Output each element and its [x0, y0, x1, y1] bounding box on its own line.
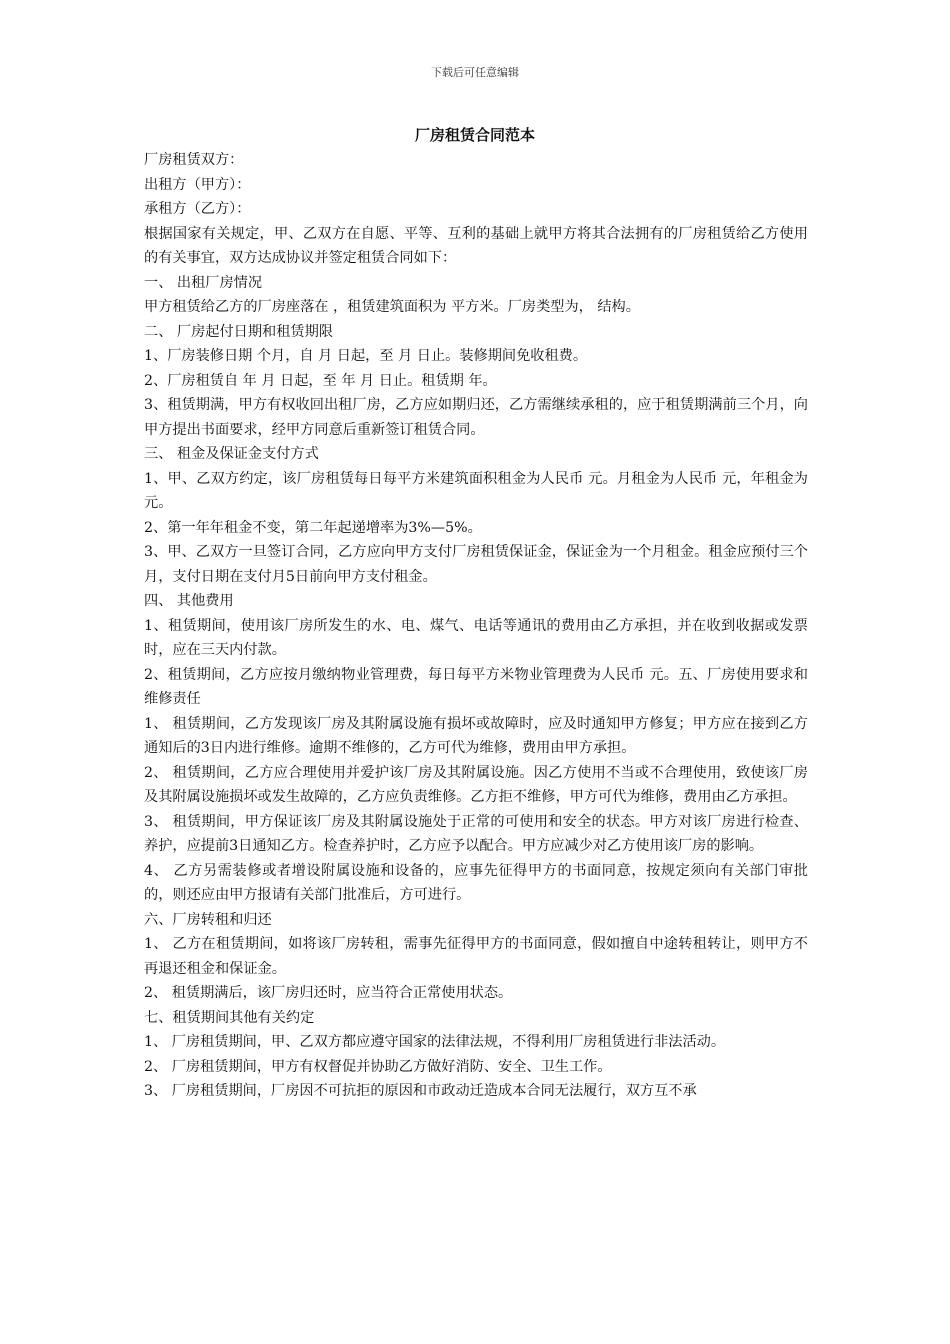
paragraph: 3、 厂房租赁期间，厂房因不可抗拒的原因和市政动迁造成本合同无法履行，双方互不承: [144, 1083, 697, 1099]
paragraph: 2、 租赁期满后，该厂房归还时，应当符合正常使用状态。: [144, 985, 513, 1001]
paragraph: 1、甲、乙双方约定，该厂房租赁每日每平方米建筑面积租金为人民币 元。月租金为人民币 元，年租金为 元。: [144, 470, 808, 511]
paragraph: 1、厂房装修日期 个月，自 月 日起，至 月 日止。装修期间免收租费。: [144, 348, 588, 364]
paragraph: 3、租赁期满，甲方有权收回出租厂房，乙方应如期归还，乙方需继续承租的，应于租赁期满前三个月，向甲方提出书面要求，经甲方同意后重新签订租赁合同。: [144, 397, 808, 438]
paragraph: 2、 厂房租赁期间，甲方有权督促并协助乙方做好消防、安全、卫生工作。: [144, 1058, 612, 1075]
paragraph: 1、 厂房租赁期间，甲、乙双方都应遵守国家的法律法规，不得利用厂房租赁进行非法活动。: [144, 1034, 726, 1050]
paragraph: 根据国家有关规定，甲、乙双方在自愿、平等、互利的基础上就甲方将其合法拥有的厂房租赁给乙方使用的有关事宜，双方达成协议并签定租赁合同如下：: [144, 225, 808, 266]
paragraph: 3、甲、乙双方一旦签订合同，乙方应向甲方支付厂房租赁保证金，保证金为一个月租金。租金应预付三个月，支付日期在支付月5日前向甲方支付租金。: [144, 544, 808, 585]
section-heading: 六、厂房转租和归还: [144, 911, 272, 928]
paragraph: 1、 租赁期间，乙方发现该厂房及其附属设施有损坏或故障时，应及时通知甲方修复；甲方应在接到乙方通知后的3日内进行维修。逾期不维修的，乙方可代为维修，费用由甲方承担。: [144, 715, 808, 756]
paragraph: 2、租赁期间，乙方应按月缴纳物业管理费，每日每平方米物业管理费为人民币 元。五、厂房使用要求和维修责任: [144, 666, 808, 707]
document-body: [144, 148, 808, 1104]
document-title: 厂房租赁合同范本: [414, 126, 535, 144]
paragraph: 厂房租赁双方：: [144, 152, 244, 168]
paragraph: 3、 租赁期间，甲方保证该厂房及其附属设施处于正常的可使用和安全的状态。甲方对该厂房进行检查、养护，应提前3日通知乙方。检查养护时，乙方应予以配合。甲方应减少对乙方使用该厂房的影响。: [144, 813, 808, 854]
paragraph: 2、厂房租赁自 年 月 日起，至 年 月 日止。租赁期 年。: [144, 372, 497, 389]
header-note: 下载后可任意编辑: [431, 66, 519, 79]
paragraph: 甲方租赁给乙方的厂房座落在 ，租赁建筑面积为 平方米。厂房类型为， 结构。: [144, 299, 640, 315]
paragraph: 1、 乙方在租赁期间，如将该厂房转租，需事先征得甲方的书面同意，假如擅自中途转租转让，则甲方不再退还租金和保证金。: [144, 936, 808, 977]
paragraph: 2、第一年年租金不变，第二年起递增率为3%—5%。: [144, 519, 482, 536]
section-heading: 四、 其他费用: [144, 593, 234, 609]
paragraph: 4、 乙方另需装修或者增设附属设施和设备的，应事先征得甲方的书面同意，按规定须向有关部门审批的，则还应由甲方报请有关部门批准后，方可进行。: [144, 862, 808, 903]
paragraph: 2、 租赁期间，乙方应合理使用并爱护该厂房及其附属设施。因乙方使用不当或不合理使用，致使该厂房及其附属设施损坏或发生故障的，乙方应负责维修。乙方拒不维修，甲方可代为维修，费用由乙方承担。: [144, 764, 808, 805]
paragraph: 承租方（乙方）：: [144, 201, 251, 217]
section-heading: 七、租赁期间其他有关约定: [144, 1009, 315, 1026]
paragraph: 出租方（甲方）：: [144, 176, 251, 193]
section-heading: 一、 出租厂房情况: [144, 274, 263, 291]
section-heading: 三、 租金及保证金支付方式: [144, 446, 319, 462]
section-heading: 二、 厂房起付日期和租赁期限: [144, 323, 333, 340]
paragraph: 1、租赁期间，使用该厂房所发生的水、电、煤气、电话等通讯的费用由乙方承担，并在收到收据或发票时，应在三天内付款。: [144, 617, 808, 658]
